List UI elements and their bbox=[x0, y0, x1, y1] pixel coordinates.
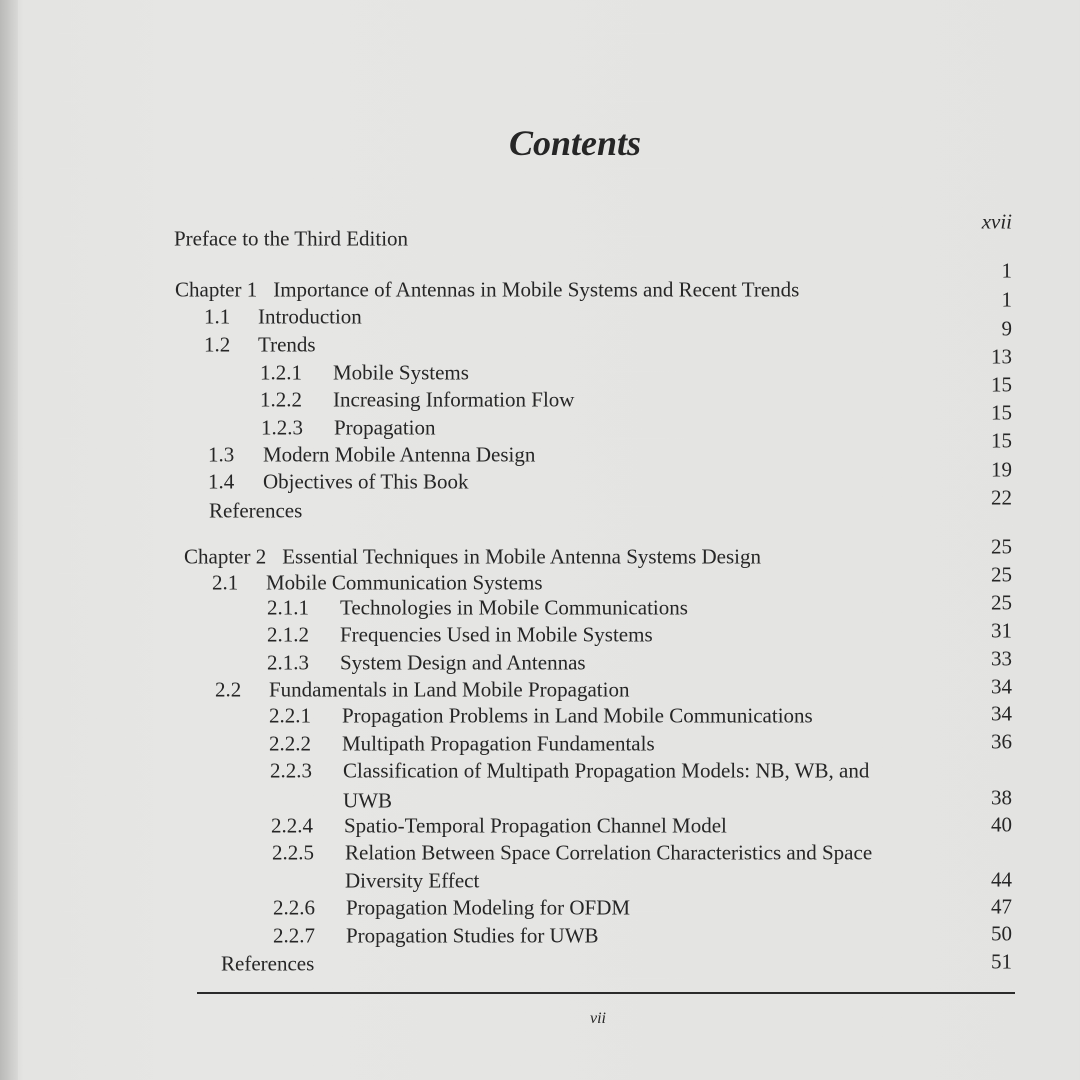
entry-number: 1.4 bbox=[208, 469, 235, 494]
entry-title: Propagation bbox=[334, 415, 436, 440]
entry-number: 2.1.2 bbox=[267, 622, 309, 647]
entry-title: Technologies in Mobile Communications bbox=[340, 595, 688, 620]
entry-title: Increasing Information Flow bbox=[333, 387, 575, 412]
entry-title: Trends bbox=[258, 332, 316, 357]
entry-title: Propagation Modeling for OFDM bbox=[346, 895, 631, 920]
toc-page: 15 bbox=[991, 372, 1012, 397]
entry-title: Propagation Problems in Land Mobile Communications bbox=[342, 703, 813, 728]
toc-entry bbox=[267, 651, 586, 676]
entry-number: 1.1 bbox=[204, 304, 231, 329]
toc-page: 15 bbox=[991, 400, 1012, 425]
entry-number: 1.2.3 bbox=[261, 415, 303, 440]
entry-number: 1.2.2 bbox=[260, 387, 302, 412]
page-title: Contents bbox=[508, 123, 642, 163]
toc-page: 25 bbox=[991, 562, 1012, 587]
toc-page: 31 bbox=[991, 618, 1012, 643]
toc-entry bbox=[260, 388, 574, 413]
entry-number: 2.2.5 bbox=[272, 840, 314, 865]
toc-page: 1 bbox=[1001, 287, 1012, 312]
toc-page: 1 bbox=[1001, 258, 1012, 283]
toc-entry bbox=[267, 623, 653, 648]
toc-preface-title: Preface to the Third Edition bbox=[174, 226, 409, 251]
chapter-title: Importance of Antennas in Mobile Systems and Recent Trends bbox=[273, 277, 800, 302]
toc-preface-page: xvii bbox=[981, 209, 1012, 234]
toc-page: 9 bbox=[1001, 316, 1012, 341]
toc-entry bbox=[269, 704, 813, 729]
toc-page: 25 bbox=[991, 534, 1012, 559]
toc-page: 33 bbox=[991, 646, 1012, 671]
entry-number: 2.2.3 bbox=[270, 758, 312, 783]
toc-page: 47 bbox=[991, 894, 1012, 919]
toc-entry bbox=[208, 443, 535, 468]
chapter-label: Chapter 2 bbox=[184, 544, 267, 569]
entry-title: Objectives of This Book bbox=[263, 469, 469, 494]
entry-title: Frequencies Used in Mobile Systems bbox=[340, 622, 653, 647]
entry-title: References bbox=[209, 498, 303, 523]
toc-entry bbox=[272, 841, 872, 866]
toc-entry bbox=[271, 814, 727, 839]
entry-title: Introduction bbox=[258, 304, 362, 329]
entry-number: 2.1.1 bbox=[267, 595, 309, 620]
entry-number: 1.3 bbox=[208, 442, 235, 467]
toc-entry bbox=[273, 924, 599, 949]
entry-title: Classification of Multipath Propagation Models: NB, WB, and bbox=[343, 758, 870, 783]
toc-entry-continued: Diversity Effect bbox=[345, 868, 480, 893]
entry-title: Mobile Communication Systems bbox=[266, 570, 543, 595]
toc-page: 15 bbox=[991, 428, 1012, 453]
entry-number: 2.2.7 bbox=[273, 923, 315, 948]
toc-entry bbox=[221, 952, 314, 977]
toc-page: 34 bbox=[991, 674, 1012, 699]
toc-page: 19 bbox=[991, 457, 1012, 482]
entry-number: 2.2.2 bbox=[269, 731, 311, 756]
entry-number: 2.2.4 bbox=[271, 813, 313, 838]
toc-page: 36 bbox=[991, 729, 1012, 754]
toc-page: 34 bbox=[991, 701, 1012, 726]
chapter-title: Essential Techniques in Mobile Antenna Systems Design bbox=[282, 544, 761, 569]
entry-number: 1.2.1 bbox=[260, 360, 302, 385]
toc-entry bbox=[273, 896, 630, 921]
entry-number: 1.2 bbox=[204, 332, 231, 357]
entry-number: 2.2.1 bbox=[269, 703, 311, 728]
toc-entry bbox=[260, 361, 469, 386]
toc-chapter-1 bbox=[175, 278, 799, 303]
toc-entry bbox=[267, 596, 688, 621]
entry-title: References bbox=[221, 951, 315, 976]
entry-title: System Design and Antennas bbox=[340, 650, 586, 675]
entry-number: 2.2.6 bbox=[273, 895, 315, 920]
chapter-label: Chapter 1 bbox=[175, 277, 258, 302]
toc-entry-continued: UWB bbox=[343, 788, 392, 813]
entry-title: Multipath Propagation Fundamentals bbox=[342, 731, 655, 756]
entry-number: 2.1 bbox=[212, 570, 239, 595]
toc-page: 51 bbox=[991, 949, 1012, 974]
toc-page: 40 bbox=[991, 812, 1012, 837]
toc-page: 50 bbox=[991, 921, 1012, 946]
entry-title: Relation Between Space Correlation Characteristics and Space bbox=[345, 840, 873, 865]
toc-entry bbox=[269, 732, 655, 757]
toc-page: 25 bbox=[991, 590, 1012, 615]
toc-page: 22 bbox=[991, 485, 1012, 510]
toc-page: 44 bbox=[991, 867, 1012, 892]
toc-entry bbox=[261, 416, 435, 441]
page-number: vii bbox=[590, 1010, 606, 1027]
entry-number: 2.2 bbox=[215, 677, 242, 702]
toc-entry bbox=[209, 499, 302, 524]
entry-title: Propagation Studies for UWB bbox=[346, 923, 599, 948]
toc-entry bbox=[204, 333, 316, 358]
entry-title: Fundamentals in Land Mobile Propagation bbox=[269, 677, 630, 702]
toc-entry bbox=[270, 759, 869, 784]
toc-page: 13 bbox=[991, 344, 1012, 369]
toc-entry bbox=[215, 678, 629, 703]
toc-entry bbox=[212, 571, 543, 596]
toc-entry bbox=[204, 305, 362, 330]
entry-title: Spatio-Temporal Propagation Channel Model bbox=[344, 813, 727, 838]
toc-page: 38 bbox=[991, 785, 1012, 810]
toc-chapter-2 bbox=[184, 545, 761, 570]
entry-title: Mobile Systems bbox=[333, 360, 469, 385]
entry-title: Modern Mobile Antenna Design bbox=[263, 442, 536, 467]
footer-rule bbox=[197, 992, 1015, 994]
entry-number: 2.1.3 bbox=[267, 650, 309, 675]
toc-entry bbox=[208, 470, 469, 495]
